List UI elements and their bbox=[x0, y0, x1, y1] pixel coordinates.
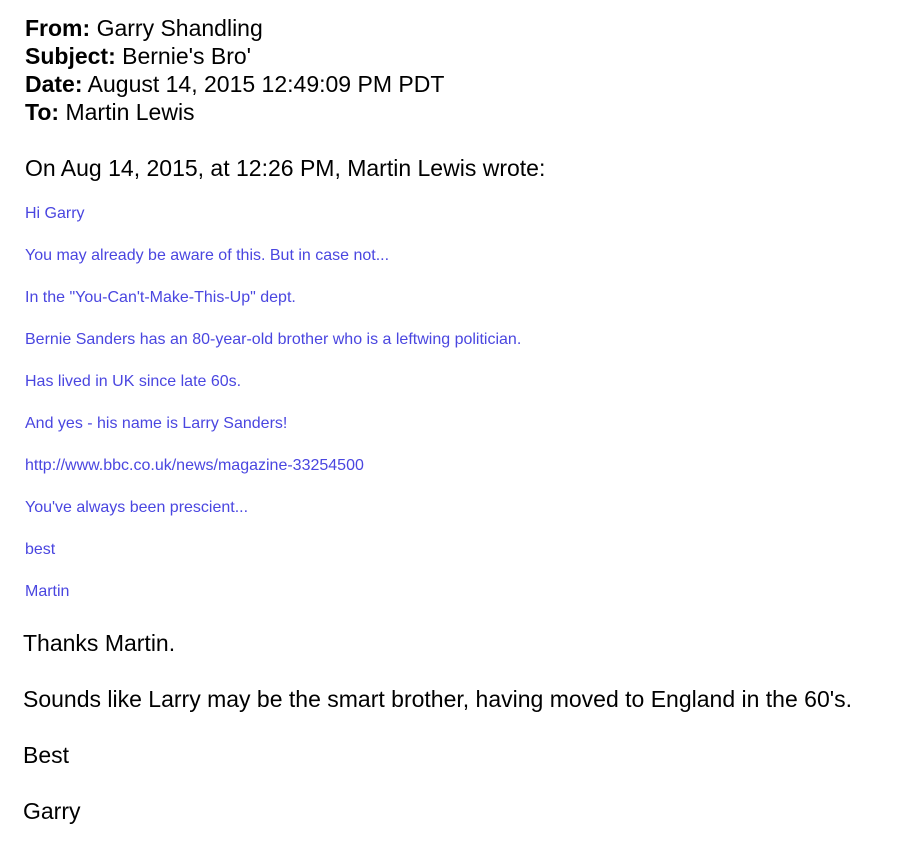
email-headers bbox=[25, 14, 444, 126]
quoted-link-row bbox=[25, 455, 521, 477]
quoted-line: You've always been prescient... bbox=[25, 499, 249, 516]
quoted-line: And yes - his name is Larry Sanders! bbox=[25, 415, 288, 432]
quoted-line: In the "You-Can't-Make-This-Up" dept. bbox=[25, 289, 296, 306]
date-label: Date: bbox=[25, 71, 83, 97]
date-row bbox=[25, 70, 444, 98]
reply-line: Sounds like Larry may be the smart brother, having moved to England in the 60's. bbox=[23, 686, 853, 712]
quoted-signoff: best bbox=[25, 541, 56, 558]
quoted-message bbox=[25, 203, 521, 623]
quoted-greeting: Hi Garry bbox=[25, 205, 85, 222]
reply-message bbox=[23, 629, 852, 842]
quoted-signature: Martin bbox=[25, 583, 70, 600]
from-value: Garry Shandling bbox=[96, 15, 263, 41]
subject-row bbox=[25, 42, 444, 70]
subject-label: Subject: bbox=[25, 43, 116, 69]
date-value: August 14, 2015 12:49:09 PM PDT bbox=[87, 71, 445, 97]
subject-value: Bernie's Bro' bbox=[122, 43, 252, 69]
to-label: To: bbox=[25, 99, 60, 125]
quoted-line: Bernie Sanders has an 80-year-old brother who is a leftwing politician. bbox=[25, 331, 522, 348]
reply-signoff: Best bbox=[23, 742, 70, 768]
from-label: From: bbox=[25, 15, 91, 41]
reply-line: Thanks Martin. bbox=[23, 630, 176, 656]
reply-signature: Garry bbox=[23, 798, 81, 824]
to-row bbox=[25, 98, 444, 126]
quote-attribution: On Aug 14, 2015, at 12:26 PM, Martin Lewis wrote: bbox=[25, 155, 546, 181]
from-row bbox=[25, 14, 444, 42]
to-value: Martin Lewis bbox=[65, 99, 195, 125]
bbc-article-link[interactable]: http://www.bbc.co.uk/news/magazine-33254500 bbox=[25, 457, 364, 474]
quoted-line: You may already be aware of this. But in case not... bbox=[25, 247, 390, 264]
quoted-line: Has lived in UK since late 60s. bbox=[25, 373, 242, 390]
